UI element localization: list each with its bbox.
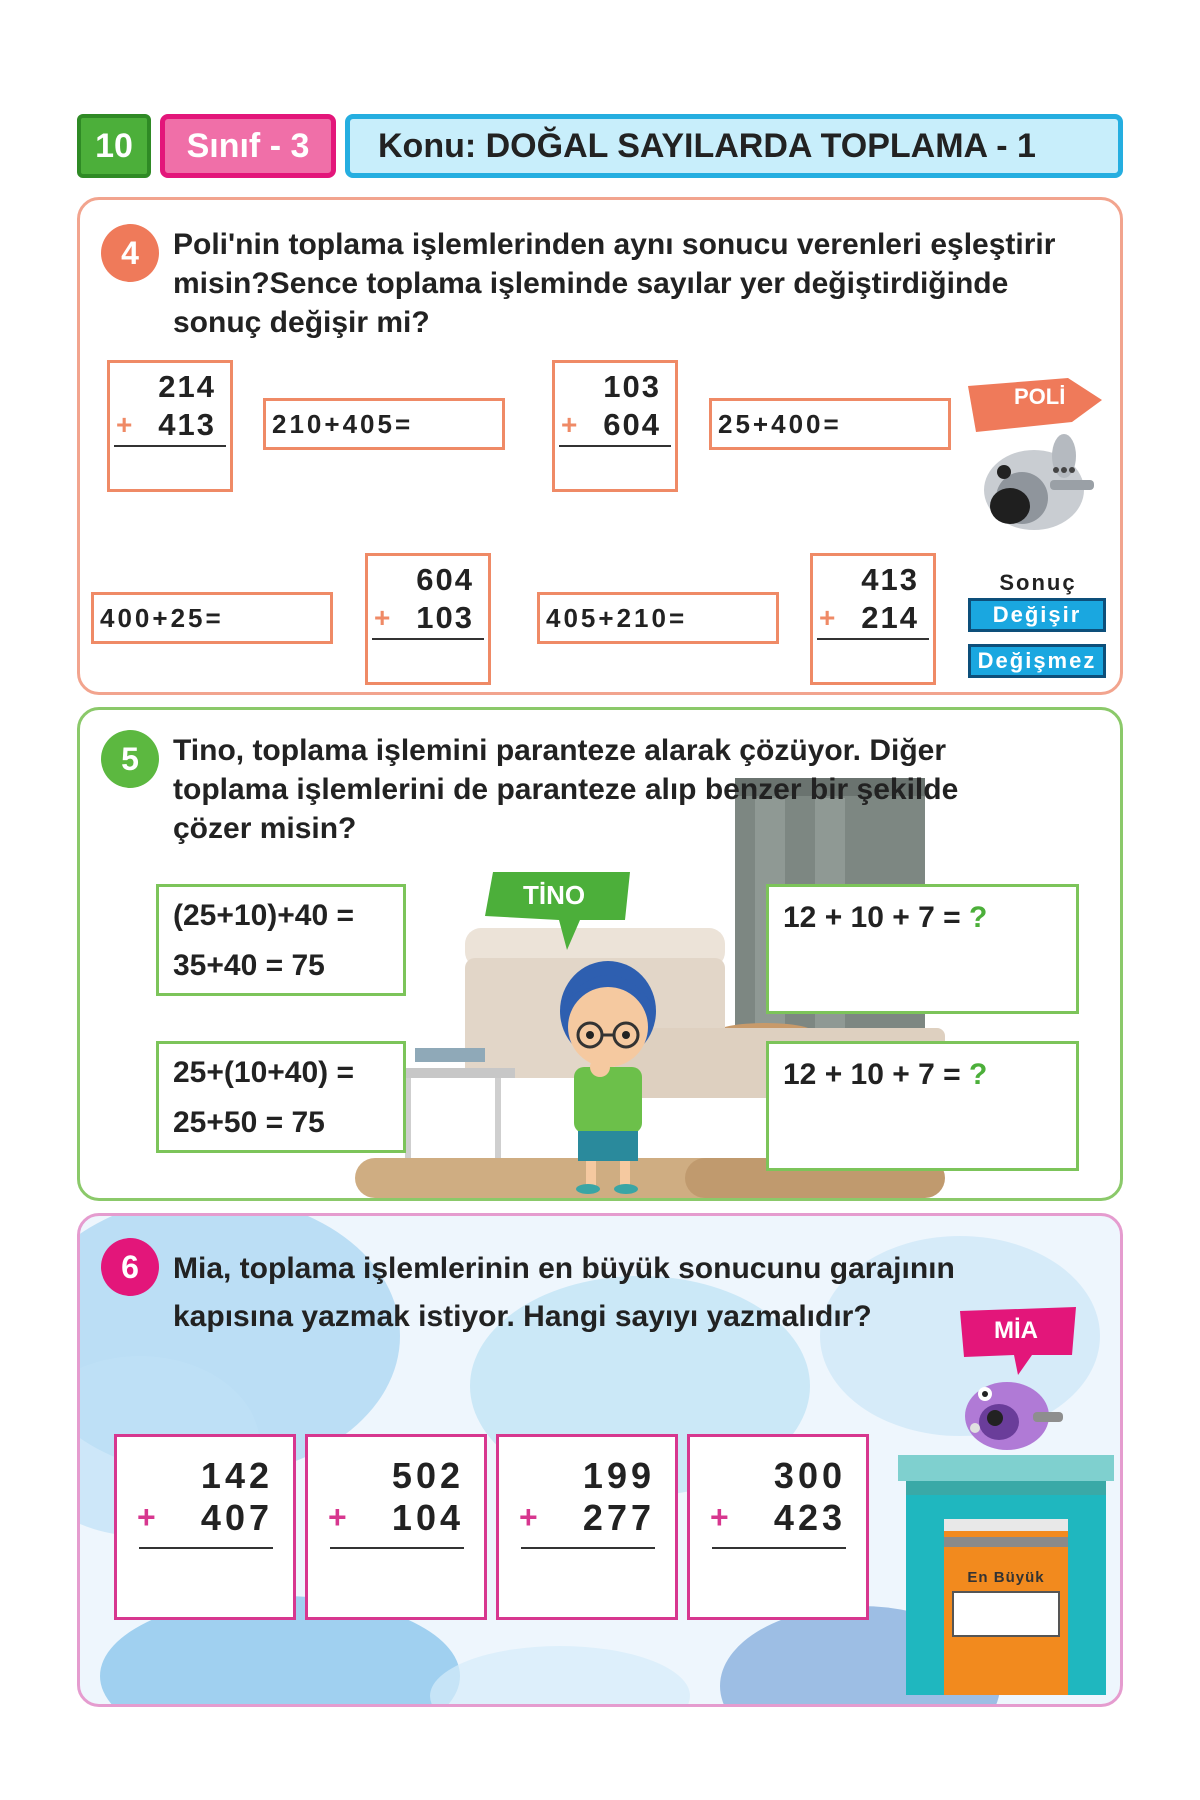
horizontal-sum[interactable]: 405+210= xyxy=(537,592,779,644)
sum-line xyxy=(330,1547,464,1549)
plus-sign: + xyxy=(328,1499,347,1535)
plus-sign: + xyxy=(561,409,578,440)
addend-bottom: 604 xyxy=(603,407,661,442)
sum-line xyxy=(114,445,226,447)
plus-sign: + xyxy=(374,602,391,633)
addend-top: 103 xyxy=(603,369,661,404)
vertical-sum xyxy=(810,553,936,685)
addend-bottom: 103 xyxy=(416,600,474,635)
mia-name: MİA xyxy=(994,1317,1038,1344)
plus-sign: + xyxy=(519,1499,538,1535)
poli-name-tag xyxy=(968,378,1102,432)
addend-bottom: 407 xyxy=(200,1497,273,1538)
plus-sign: + xyxy=(137,1499,156,1535)
vertical-sum xyxy=(107,360,233,492)
sum-line xyxy=(139,1547,273,1549)
mia-character-illustration xyxy=(955,1372,1065,1452)
example-line: (25+10)+40 = xyxy=(173,899,354,932)
task-expression: 12 + 10 + 7 = ? xyxy=(783,1058,988,1091)
garage-label: En Büyük xyxy=(967,1569,1045,1586)
plus-sign: + xyxy=(819,602,836,633)
addend-top: 199 xyxy=(582,1455,655,1496)
addend-top: 604 xyxy=(416,562,474,597)
addend-bottom: 104 xyxy=(391,1497,464,1538)
result-label: Sonuç xyxy=(999,570,1077,595)
question-4-text: Poli'nin toplama işlemlerinden aynı sonucu verenleri eşleştirir misin?Sence toplama işleminde sayılar yer değiştirdiğinde sonuç değişir mi? xyxy=(173,228,1056,339)
question-6-text: Mia, toplama işlemlerinin en büyük sonucunu garajının kapısına yazmak istiyor. Hangi sayıyı yazmalıdır? xyxy=(173,1252,955,1333)
example-box xyxy=(156,884,406,996)
sum-line xyxy=(372,638,484,640)
example-line: 25+50 = 75 xyxy=(173,1106,325,1139)
tino-boy-icon xyxy=(548,955,668,1195)
sum-line xyxy=(817,638,929,640)
addend-bottom: 214 xyxy=(861,600,919,635)
addend-top: 142 xyxy=(200,1455,273,1496)
addend-top: 502 xyxy=(391,1455,464,1496)
question-mark: ? xyxy=(969,1058,988,1091)
option-degismez-button[interactable]: Değişmez xyxy=(968,644,1106,678)
sum-line xyxy=(559,445,671,447)
grade-badge: Sınıf - 3 xyxy=(160,114,336,178)
plus-sign: + xyxy=(116,409,133,440)
example-line: 25+(10+40) = xyxy=(173,1056,354,1089)
addition-box[interactable] xyxy=(687,1434,869,1620)
addend-bottom: 413 xyxy=(158,407,216,442)
garage-answer-field[interactable] xyxy=(952,1591,1060,1637)
example-line: 35+40 = 75 xyxy=(173,949,325,982)
horizontal-sum[interactable]: 400+25= xyxy=(91,592,333,644)
question-5-text: Tino, toplama işlemini paranteze alarak çözüyor. Diğer toplama işlemlerini de paranteze alıp benzer bir şekilde çözer misin? xyxy=(173,734,959,845)
mia-name-tag xyxy=(960,1307,1080,1377)
addition-box[interactable] xyxy=(305,1434,487,1620)
task-expression: 12 + 10 + 7 = ? xyxy=(783,901,988,934)
option-degisir-button[interactable]: Değişir xyxy=(968,598,1106,632)
answer-box[interactable] xyxy=(766,884,1079,1014)
poli-robot-icon xyxy=(976,428,1096,536)
question-4-number: 4 xyxy=(101,224,159,282)
addend-top: 300 xyxy=(773,1455,846,1496)
example-box xyxy=(156,1041,406,1153)
question-5-number: 5 xyxy=(101,730,159,788)
sum-line xyxy=(521,1547,655,1549)
tino-character-illustration xyxy=(548,955,668,1195)
mia-robot-icon xyxy=(955,1372,1065,1452)
answer-box[interactable] xyxy=(766,1041,1079,1171)
vertical-sum xyxy=(365,553,491,685)
poli-name: POLİ xyxy=(1014,384,1066,409)
question-mark: ? xyxy=(969,901,988,934)
addend-top: 413 xyxy=(861,562,919,597)
question-6-number: 6 xyxy=(101,1238,159,1296)
sum-line xyxy=(712,1547,846,1549)
addend-bottom: 423 xyxy=(773,1497,846,1538)
plus-sign: + xyxy=(710,1499,729,1535)
topic-title: Konu: DOĞAL SAYILARDA TOPLAMA - 1 xyxy=(345,114,1123,178)
page-number-badge: 10 xyxy=(77,114,151,178)
addition-box[interactable] xyxy=(496,1434,678,1620)
vertical-sum xyxy=(552,360,678,492)
tino-name-tag xyxy=(485,872,635,952)
addition-box[interactable] xyxy=(114,1434,296,1620)
addend-top: 214 xyxy=(158,369,216,404)
poli-character-illustration xyxy=(976,428,1096,536)
tino-name: TİNO xyxy=(523,880,586,910)
addend-bottom: 277 xyxy=(582,1497,655,1538)
horizontal-sum[interactable]: 210+405= xyxy=(263,398,505,450)
garage-illustration xyxy=(898,1455,1114,1695)
horizontal-sum[interactable]: 25+400= xyxy=(709,398,951,450)
